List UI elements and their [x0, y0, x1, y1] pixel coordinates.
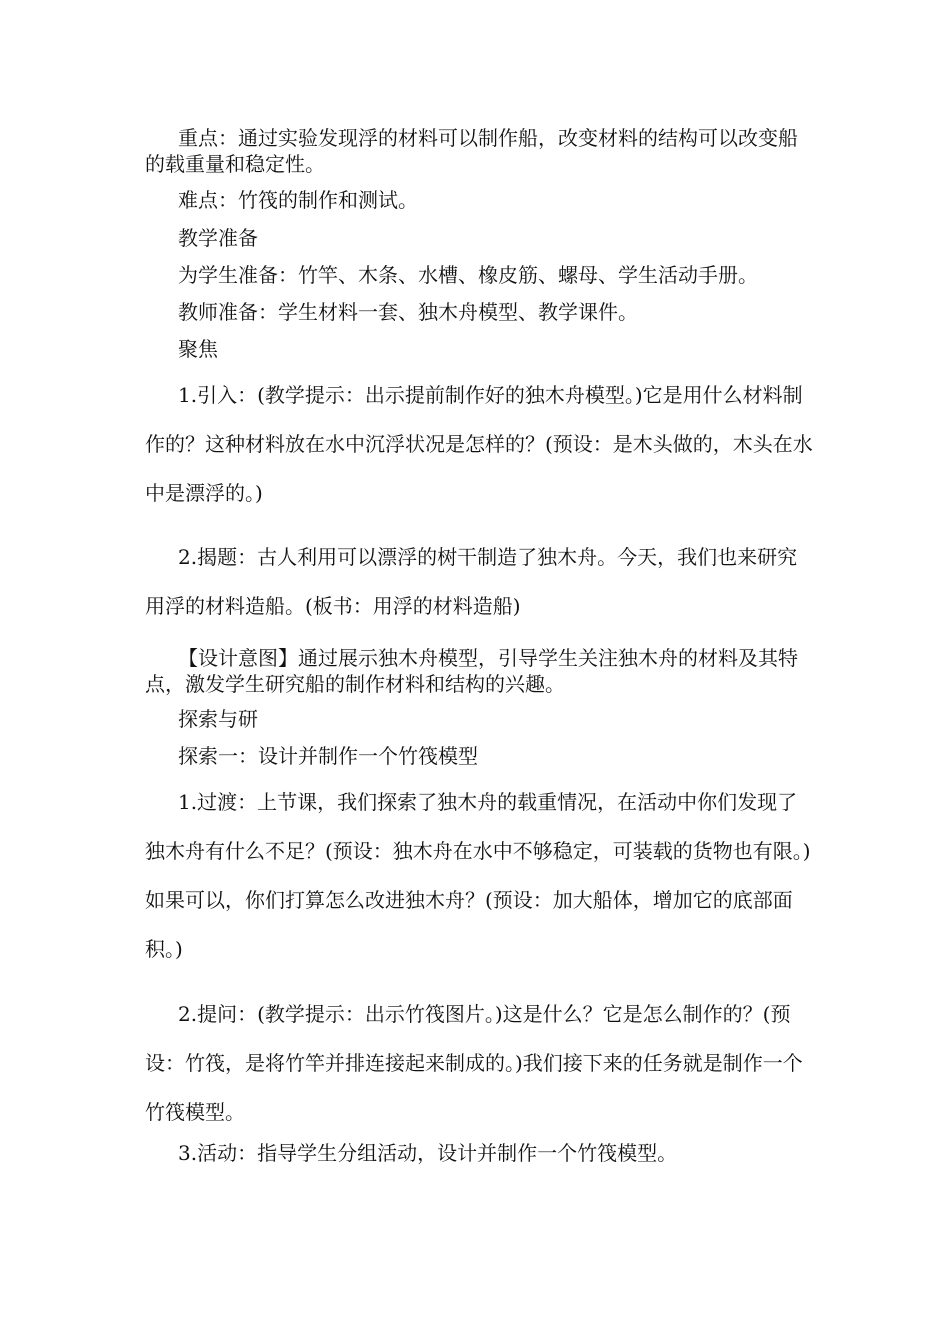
paragraph-key-points: 重点：通过实验发现浮的材料可以制作船，改变材料的结构可以改变船的载重量和稳定性。: [145, 126, 798, 176]
heading-teaching-preparation: 教学准备: [178, 226, 258, 250]
paragraph-difficulty: 难点：竹筏的制作和测试。: [178, 188, 418, 212]
paragraph-student-preparation: 为学生准备：竹竿、木条、水槽、橡皮筋、螺母、学生活动手册。: [178, 263, 758, 287]
paragraph-introduction: 1.引入：(教学提示：出示提前制作好的独木舟模型。)它是用什么材料制作的？这种材料放在水中沉浮状况是怎样的？(预设：是木头做的，木头在水中是漂浮的。): [145, 383, 813, 505]
paragraph-transition: 1.过渡：上节课，我们探索了独木舟的载重情况，在活动中你们发现了独木舟有什么不足？(预设：独木舟在水中不够稳定，可装载的货物也有限。)如果可以，你们打算怎么改进独木舟？(预设：加大船体，增加它的底部面积。): [145, 790, 811, 961]
paragraph-teacher-preparation: 教师准备：学生材料一套、独木舟模型、教学课件。: [178, 300, 638, 324]
heading-explore-one: 探索一：设计并制作一个竹筏模型: [178, 744, 478, 768]
paragraph-design-intent: 【设计意图】通过展示独木舟模型，引导学生关注独木舟的材料及其特点，激发学生研究船的制作材料和结构的兴趣。: [145, 646, 798, 696]
paragraph-question: 2.提问：(教学提示：出示竹筏图片。)这是什么？它是怎么制作的？(预设：竹筏，是将竹竿并排连接起来制成的。)我们接下来的任务就是制作一个竹筏模型。: [145, 1002, 803, 1124]
heading-focus: 聚焦: [178, 337, 218, 361]
paragraph-topic-reveal: 2.揭题：古人利用可以漂浮的树干制造了独木舟。今天，我们也来研究用浮的材料造船。(板书：用浮的材料造船): [145, 545, 798, 618]
heading-explore-research: 探索与研: [178, 707, 258, 731]
paragraph-activity: 3.活动：指导学生分组活动，设计并制作一个竹筏模型。: [178, 1141, 678, 1165]
